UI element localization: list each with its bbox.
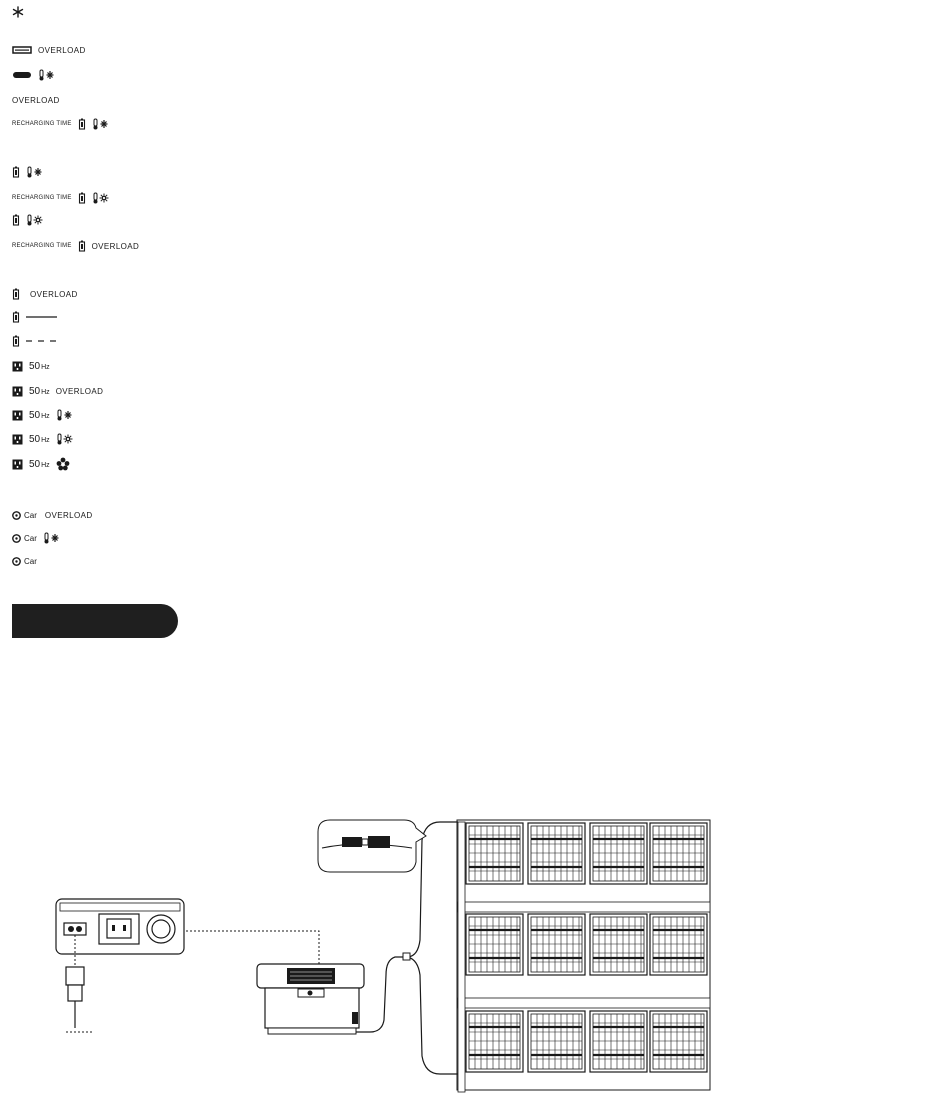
status-row-usbc-temp [12,66,56,84]
usb-a-port-icon [12,46,32,54]
status-row-battery-solid [12,308,58,326]
status-row-battery-hot [12,163,44,181]
car-label: Car [24,533,37,543]
car-label: Car [24,510,37,520]
status-row-car [12,552,37,570]
overload-label: OVERLOAD [44,510,93,520]
section-header-bar [12,604,178,638]
overload-label: OVERLOAD [38,45,86,55]
status-row-ac-overload [12,382,103,400]
car-label: Car [24,556,37,566]
solid-indicator-line [26,315,58,319]
frequency-readout: 50 Hz [29,409,50,421]
car-port-icon [12,557,21,566]
thermometer-high-temp-icon [43,532,61,544]
battery-icon [78,118,86,130]
status-row-car-overload [12,506,93,524]
overload-label: OVERLOAD [12,95,60,105]
ac-outlet-icon [12,386,23,397]
overload-label: OVERLOAD [30,289,78,299]
thermometer-low-temp-icon [92,192,110,204]
status-row-battery-overload [12,285,78,303]
connector-callout [318,820,426,872]
status-row-ac-hot [12,406,74,424]
status-row-car-hot [12,529,61,547]
battery-icon [12,166,20,178]
recharging-time-label: RECHARGING TIME [12,121,72,127]
status-row-recharging-cold [12,189,110,207]
status-row-asterisk [12,3,24,21]
thermometer-high-temp-icon [38,69,56,81]
battery-icon [12,335,20,347]
solar-panel-array [457,820,710,1092]
status-row-ac [12,357,50,375]
frequency-readout: 50 Hz [29,360,50,372]
thermometer-low-temp-icon [56,433,74,445]
status-row-recharging-overload [12,237,139,255]
frequency-readout: 50 Hz [29,458,50,470]
status-row-ac-cold [12,430,74,448]
ac-outlet-icon [12,459,23,470]
rear-panel-closeup [56,899,184,954]
dashed-indicator-line [26,339,58,343]
thermometer-high-temp-icon [26,166,44,178]
overload-label: OVERLOAD [91,241,140,251]
overload-label: OVERLOAD [55,386,104,396]
frequency-readout: 50 Hz [29,385,50,397]
status-row-overload [12,91,60,109]
battery-icon [12,214,20,226]
battery-icon [12,288,20,300]
ac-outlet-icon [12,410,23,421]
ac-outlet-icon [12,361,23,372]
car-port-icon [12,511,21,520]
recharging-time-label: RECHARGING TIME [12,243,72,249]
cable-junction [403,953,410,960]
status-row-recharging-hot [12,115,110,133]
thermometer-low-temp-icon [26,214,44,226]
frequency-readout: 50 Hz [29,433,50,445]
thermometer-high-temp-icon [56,409,74,421]
solar-input-port [64,923,86,935]
solar-charging-illustration [0,800,950,1104]
usb-c-port-icon [12,71,32,79]
battery-icon [78,192,86,204]
recharging-time-label: RECHARGING TIME [12,195,72,201]
power-station [257,964,364,1034]
status-row-usba-overload [12,41,86,59]
status-row-ac-fan [12,455,70,473]
battery-icon [78,240,86,252]
ac-outlet-icon [12,434,23,445]
thermometer-high-temp-icon [92,118,110,130]
car-port-icon [12,534,21,543]
fan-icon [56,457,70,471]
status-row-battery-dashed [12,332,58,350]
battery-icon [12,311,20,323]
status-row-battery-cold [12,211,44,229]
asterisk-icon [12,6,24,18]
